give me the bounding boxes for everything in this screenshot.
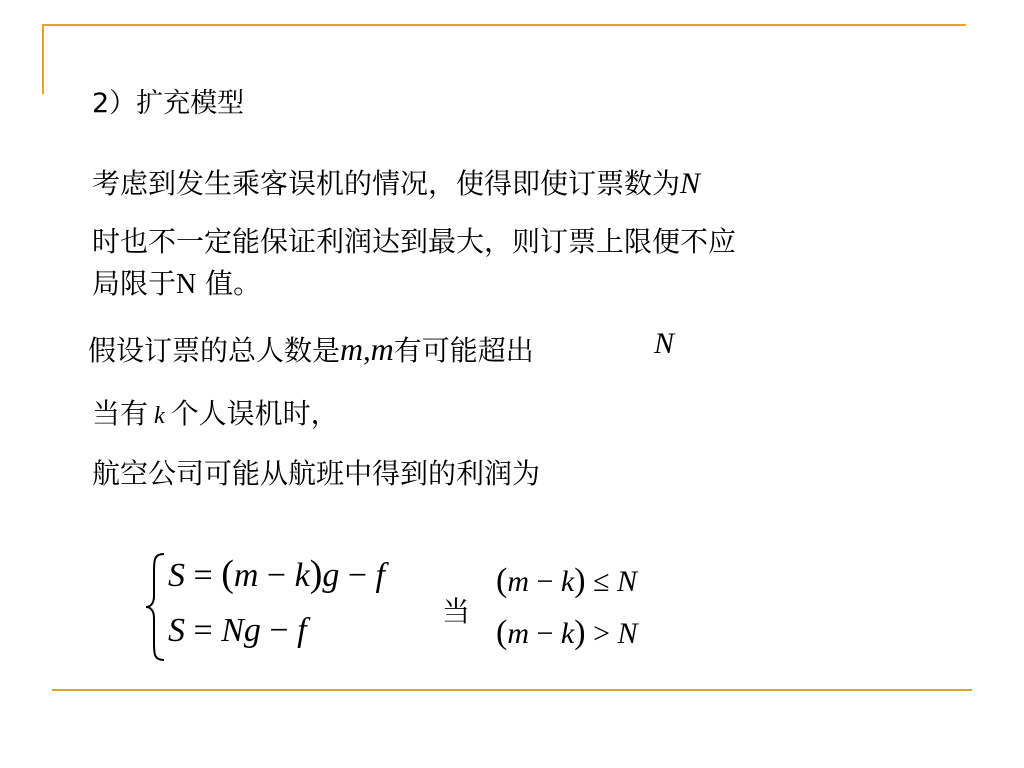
eq1-m: m <box>233 557 259 594</box>
eq1-equals: = <box>185 557 222 594</box>
left-brace-icon <box>144 552 168 662</box>
c2-minus: − <box>529 617 561 650</box>
c1-left-paren: ( <box>496 562 508 599</box>
c1-N: N <box>617 565 638 598</box>
eq2-g: g <box>243 612 261 649</box>
eq2-equals: = <box>185 612 222 649</box>
bottom-accent-line <box>52 689 972 691</box>
eq2-N: N <box>221 612 244 649</box>
when-label: 当 <box>442 595 471 628</box>
variable-N-upright: N <box>176 269 197 300</box>
eq1-g: g <box>322 557 340 594</box>
c2-k: k <box>560 617 575 650</box>
c1-minus: − <box>529 565 561 598</box>
c2-left-paren: ( <box>496 614 508 651</box>
equation-1 <box>168 552 385 596</box>
c1-right-paren: ) <box>574 562 586 599</box>
paragraph-1-text-a: 局限于 <box>92 267 177 300</box>
paragraph-2-text-b: 有可能超出 <box>393 334 534 367</box>
paragraph-3 <box>92 396 339 434</box>
equation-2 <box>168 612 307 650</box>
c1-m: m <box>507 565 529 598</box>
eq2-minus: − <box>260 612 298 649</box>
paragraph-1-line-1 <box>92 166 700 202</box>
eq1-k: k <box>294 557 310 594</box>
eq2-f: f <box>297 612 307 649</box>
eq1-right-paren: ) <box>309 553 323 595</box>
eq1-S: S <box>168 557 185 594</box>
c2-right-paren: ) <box>574 614 586 651</box>
paragraph-1-text: 考虑到发生乘客误机的情况，使得即使订票数为 <box>92 167 681 200</box>
eq1-f: f <box>375 557 385 594</box>
eq1-left-paren: ( <box>221 553 234 595</box>
variable-N-exceed: N <box>654 327 675 360</box>
c2-N: N <box>617 617 638 650</box>
variable-m: m <box>340 331 364 367</box>
paragraph-1-text-b: 值。 <box>196 267 262 300</box>
eq1-minus: − <box>258 557 295 594</box>
condition-2 <box>496 614 638 652</box>
section-title: 2）扩充模型 <box>92 88 245 119</box>
paragraph-1-line-3 <box>92 266 261 303</box>
c1-operator: ≤ <box>585 565 618 598</box>
paragraph-1-line-2: 时也不一定能保证利润达到最大，则订票上限便不应 <box>92 225 737 258</box>
paragraph-3-text-b: 个人误机时， <box>170 397 339 430</box>
paragraph-2 <box>88 331 534 369</box>
paragraph-4: 航空公司可能从航班中得到的利润为 <box>92 457 541 490</box>
variable-m-2: m <box>370 331 394 367</box>
paragraph-2-text-a: 假设订票的总人数是 <box>88 334 341 367</box>
top-accent-line <box>42 24 966 26</box>
paragraph-3-text-a: 当有 <box>92 397 149 430</box>
c2-operator: > <box>585 617 618 650</box>
eq1-minus-2: − <box>339 557 376 594</box>
c2-m: m <box>507 617 529 650</box>
comma: , <box>363 334 371 367</box>
eq2-S: S <box>168 612 185 649</box>
variable-N: N <box>680 167 701 200</box>
variable-k: k <box>154 403 165 429</box>
left-accent-line <box>42 24 44 94</box>
condition-1 <box>496 562 637 600</box>
c1-k: k <box>560 565 575 598</box>
